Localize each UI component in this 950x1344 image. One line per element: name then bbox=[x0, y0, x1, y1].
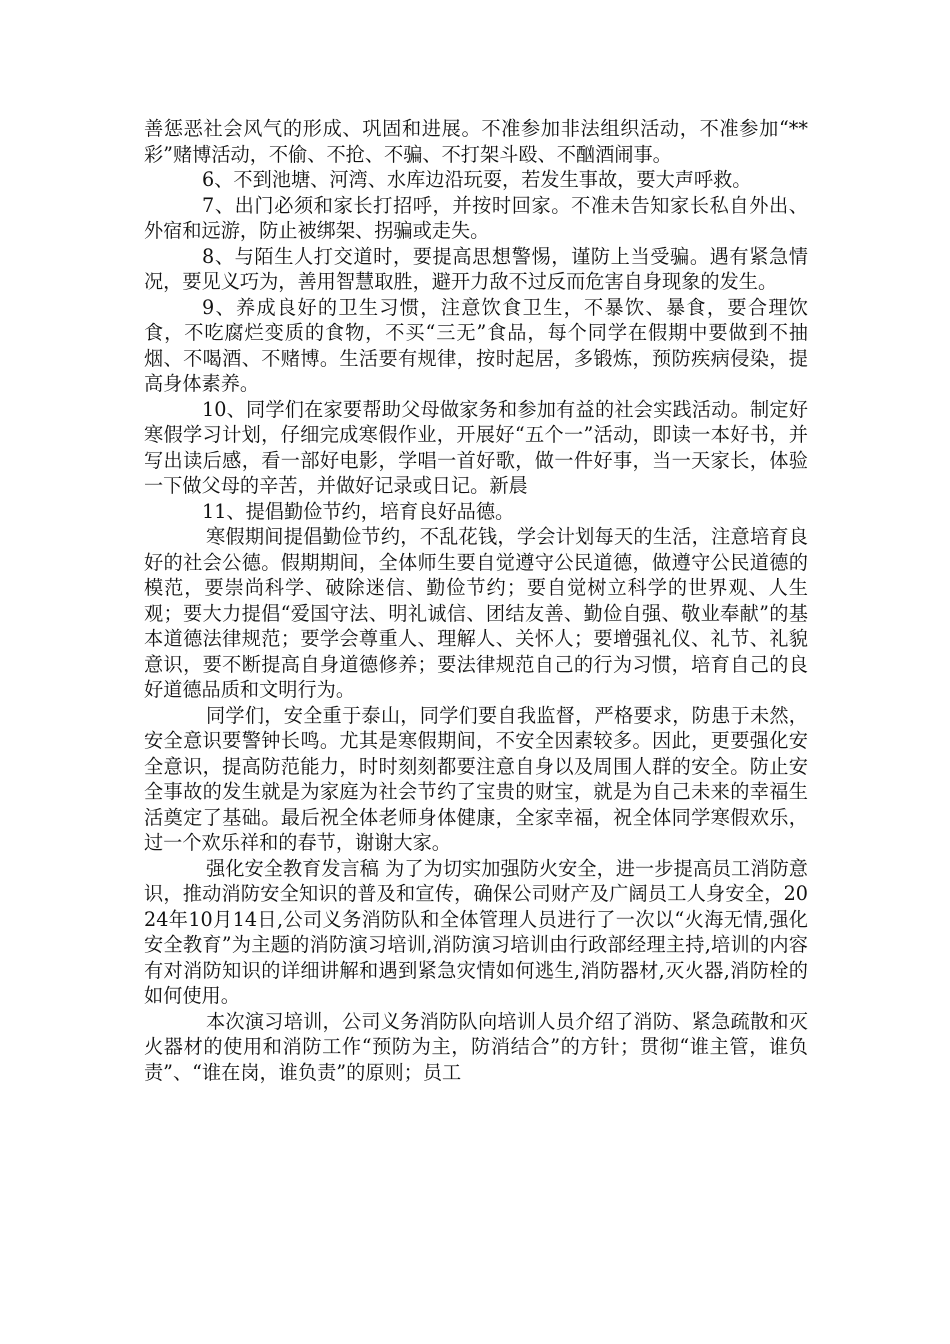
paragraph-item-10: 10、同学们在家要帮助父母做家务和参加有益的社会实践活动。制定好寒假学习计划，仔细完成寒假作业，开展好“五个一”活动，即读一本好书，并写出读后感，看一部好电影，学唱一首好歌，做一件好事，当一天家长，体验一下做父母的辛苦，并做好记录或日记。新晨 bbox=[144, 397, 808, 497]
paragraph-item-6: 6、不到池塘、河湾、水库边沿玩耍，若发生事故，要大声呼救。 bbox=[202, 168, 752, 191]
paragraph-1: 善惩恶社会风气的形成、巩固和进展。不准参加非法组织活动，不准参加“**彩”赌博活动，不偷、不抢、不骗、不打架斗殴、不酗酒闹事。 bbox=[144, 117, 808, 166]
paragraph-frugality: 寒假期间提倡勤俭节约，不乱花钱，学会计划每天的生活，注意培育良好的社会公德。假期期间，全体师生要自觉遵守公民道德，做遵守公民道德的模范，要崇尚科学、破除迷信、勤俭节约；要自觉树立科学的世界观、人生观；要大力提倡“爱国守法、明礼诚信、团结友善、勤俭自强、敬业奉献”的基本道德法律规范；要学会尊重人、理解人、关怀人；要增强礼仪、礼节、礼貌意识，要不断提高自身道德修养；要法律规范自己的行为习惯，培育自己的良好道德品质和文明行为。 bbox=[144, 525, 808, 701]
paragraph-safety-closing: 同学们，安全重于泰山，同学们要自我监督，严格要求，防患于未然，安全意识要警钟长鸣。尤其是寒假期间，不安全因素较多。因此，更要强化安全意识，提高防范能力，时时刻刻都要注意自身以及周围人群的安全。防止安全事故的发生就是为家庭为社会节约了宝贵的财宝，就是为自己未来的幸福生活奠定了基础。最后祝全体老师身体健康，全家幸福，祝全体同学寒假欢乐，过一个欢乐祥和的春节，谢谢大家。 bbox=[144, 703, 808, 854]
document-page bbox=[144, 116, 808, 1085]
paragraph-item-9: 9、养成良好的卫生习惯，注意饮食卫生，不暴饮、暴食，要合理饮食，不吃腐烂变质的食物，不买“三无”食品，每个同学在假期中要做到不抽烟、不喝酒、不赌博。生活要有规律，按时起居，多锻炼，预防疾病侵染，提高身体素养。 bbox=[144, 295, 808, 395]
paragraph-item-8: 8、与陌生人打交道时，要提高思想警惕，谨防上当受骗。遇有紧急情况，要见义巧为，善用智慧取胜，避开力敌不过反而危害自身现象的发生。 bbox=[144, 244, 808, 293]
paragraph-item-11: 11、提倡勤俭节约，培育良好品德。 bbox=[202, 499, 515, 523]
paragraph-fire-drill-content: 本次演习培训，公司义务消防队向培训人员介绍了消防、紧急疏散和灭火器材的使用和消防工作“预防为主，防消结合”的方针；贯彻“谁主管，谁负责”、“谁在岗，谁负责”的原则；员工 bbox=[144, 1009, 808, 1084]
paragraph-fire-drill-intro: 强化安全教育发言稿 为了为切实加强防火安全，进一步提高员工消防意识，推动消防安全知识的普及和宣传，确保公司财产及广阔员工人身安全，2024年10月14日,公司义务消防队和全体管理人员进行了一次以“火海无情,强化安全教育”为主题的消防演习培训,消防演习培训由行政部经理主持,培训的内容有对消防知识的详细讲解和遇到紧急灾情如何逃生,消防器材,灭火器,消防栓的如何使用。 bbox=[144, 856, 808, 1007]
paragraph-item-7: 7、出门必须和家长打招呼，并按时回家。不准未告知家长私自外出、外宿和远游，防止被绑架、拐骗或走失。 bbox=[144, 193, 808, 242]
